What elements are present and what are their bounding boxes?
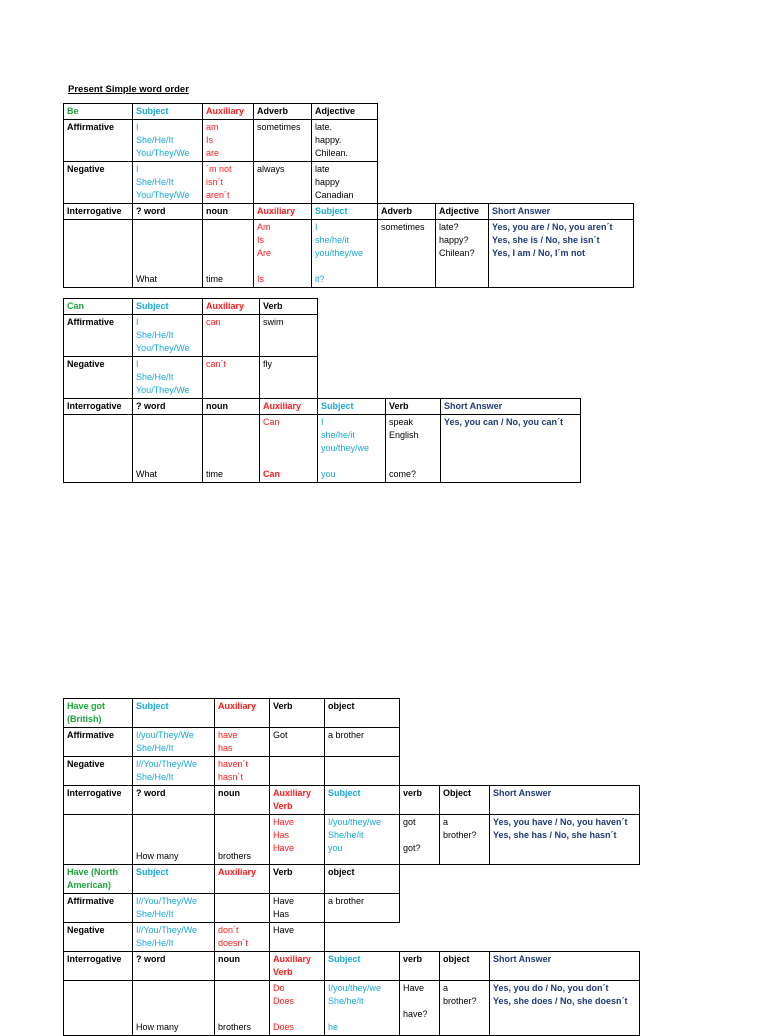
verb-header: Verb xyxy=(270,865,325,894)
be-label: Be xyxy=(64,104,133,120)
subject-cell xyxy=(318,415,386,483)
auxiliary-cell: can xyxy=(203,315,260,357)
cell-line: She/He/It xyxy=(136,743,174,753)
auxiliary-verb-header: Auxiliary Verb xyxy=(270,786,325,815)
cell-line: Yes, I am / No, I´m not xyxy=(492,248,586,258)
cell-line: got xyxy=(403,817,416,827)
short-answer-header: Short Answer xyxy=(489,204,634,220)
cell-line: Have xyxy=(273,896,295,906)
cell-line: brother? xyxy=(443,830,477,840)
have-got-label: Have got (British) xyxy=(64,699,133,728)
auxiliary-header: Auxiliary xyxy=(215,699,270,728)
subject-cell xyxy=(312,220,378,288)
auxiliary-header: Auxiliary xyxy=(203,104,254,120)
cell-line: you xyxy=(321,469,336,479)
row-label: Affirmative xyxy=(64,315,133,357)
cell-line: Is xyxy=(257,235,265,245)
verb-header: Verb xyxy=(270,699,325,728)
adjective-cell xyxy=(312,120,378,162)
have-na-negative-row xyxy=(64,923,640,952)
row-label: Interrogative xyxy=(64,786,133,815)
cell-line: She/He/It xyxy=(136,177,174,187)
qword-cell: What xyxy=(133,415,203,483)
subject-header: Subject xyxy=(133,104,203,120)
cell-line: hasn´t xyxy=(218,772,244,782)
cell-line: She/He/It xyxy=(136,372,174,382)
qword-header: ? word xyxy=(133,786,215,815)
cell-line: isn´t xyxy=(206,177,224,187)
cell-line: Does xyxy=(273,1022,295,1032)
subject-header: Subject xyxy=(318,399,386,415)
cell-line: She/He/It xyxy=(136,772,174,782)
cell-line: Chilean. xyxy=(315,148,349,158)
subject-header: Subject xyxy=(133,699,215,728)
auxiliary-header: Auxiliary xyxy=(260,399,318,415)
short-answer-cell xyxy=(490,815,640,865)
auxiliary-cell xyxy=(270,815,325,865)
cell-line: You/They/We xyxy=(136,148,190,158)
cell-line: I/you/They/We xyxy=(136,730,194,740)
auxiliary-header: Auxiliary xyxy=(254,204,312,220)
noun-cell: brothers xyxy=(215,981,270,1036)
subject-header: Subject xyxy=(325,952,400,981)
short-answer-cell xyxy=(490,981,640,1036)
can-table xyxy=(63,298,581,483)
cell-line: ´m not xyxy=(206,164,232,174)
cell-line: She/he/it xyxy=(328,830,364,840)
qword-cell: How many xyxy=(133,981,215,1036)
subject-cell xyxy=(133,357,203,399)
cell-line: have? xyxy=(403,1009,428,1019)
can-negative-row xyxy=(64,357,581,399)
adjective-cell xyxy=(436,220,489,288)
row-label: Affirmative xyxy=(64,894,133,923)
noun-header: noun xyxy=(215,786,270,815)
have-na-header-row xyxy=(64,865,640,894)
cell-line: it? xyxy=(315,274,325,284)
cell-line: Yes, you have / No, you haven´t xyxy=(493,817,628,827)
auxiliary-cell xyxy=(215,757,270,786)
cell-line: She/He/It xyxy=(136,909,174,919)
subject-cell xyxy=(133,120,203,162)
cell-line: happy. xyxy=(315,135,342,145)
cell-line: You/They/We xyxy=(136,343,190,353)
verb-cell xyxy=(400,981,440,1036)
cell-line: you/they/we xyxy=(315,248,364,258)
row-label: Affirmative xyxy=(64,728,133,757)
row-label: Interrogative xyxy=(64,952,133,981)
cell-line: She/He/It xyxy=(136,135,174,145)
cell-line: She/He/It xyxy=(136,330,174,340)
cell-line: Is xyxy=(257,274,265,284)
have-got-table xyxy=(63,698,640,1036)
auxiliary-cell: can´t xyxy=(203,357,260,399)
auxiliary-cell xyxy=(270,981,325,1036)
subject-cell xyxy=(325,981,400,1036)
cell-line: don´t xyxy=(218,925,239,935)
cell-line: Have xyxy=(273,843,295,853)
subject-cell xyxy=(133,315,203,357)
cell-line: I/you/they/we xyxy=(328,817,382,827)
cell-line: speak xyxy=(389,417,414,427)
cell-line: a xyxy=(443,983,449,993)
cell-line: She/he/it xyxy=(328,996,364,1006)
qword-header: ? word xyxy=(133,399,203,415)
cell-line: Is xyxy=(206,135,214,145)
cell-line: You/They/We xyxy=(136,385,190,395)
object-header: object xyxy=(325,699,400,728)
cell-line: have xyxy=(218,730,238,740)
auxiliary-header: Auxiliary xyxy=(215,865,270,894)
cell-line: Do xyxy=(273,983,285,993)
short-answer-cell xyxy=(489,220,634,288)
cell-line: She/He/It xyxy=(136,938,174,948)
auxiliary-cell xyxy=(215,728,270,757)
subject-header: Subject xyxy=(312,204,378,220)
object-cell: a brother xyxy=(325,894,400,923)
cell-line: has xyxy=(218,743,233,753)
adverb-header: Adverb xyxy=(378,204,436,220)
cell-line: I//You/They/We xyxy=(136,759,198,769)
noun-header: noun xyxy=(215,952,270,981)
noun-cell: time xyxy=(203,220,254,288)
short-answer-cell: Yes, you can / No, you can´t xyxy=(441,415,581,483)
row-label: Interrogative xyxy=(64,204,133,220)
cell-line: Have xyxy=(273,817,295,827)
row-label: Negative xyxy=(64,357,133,399)
qword-cell: What xyxy=(133,220,203,288)
cell-line: I xyxy=(315,222,318,232)
have-got-affirmative-row xyxy=(64,728,640,757)
noun-cell: brothers xyxy=(215,815,270,865)
cell-line: am xyxy=(206,122,219,132)
have-na-label: Have (North American) xyxy=(64,865,133,894)
object-header: object xyxy=(325,865,400,894)
have-got-interrogative-row xyxy=(64,815,640,865)
cell-line: Yes, you do / No, you don´t xyxy=(493,983,609,993)
object-header: Object xyxy=(440,786,490,815)
cell-line: Have xyxy=(403,983,425,993)
row-label: Negative xyxy=(64,162,133,204)
object-cell xyxy=(440,981,490,1036)
be-affirmative-row xyxy=(64,120,634,162)
cell-line: got? xyxy=(403,843,421,853)
verb-header: verb xyxy=(400,786,440,815)
row-label: Negative xyxy=(64,757,133,786)
subject-cell xyxy=(133,923,215,952)
have-na-interrogative-header-row xyxy=(64,952,640,981)
verb-cell: fly xyxy=(260,357,318,399)
cell-line: I//You/They/We xyxy=(136,896,198,906)
cell-line: come? xyxy=(389,469,417,479)
can-interrogative-header-row xyxy=(64,399,581,415)
auxiliary-cell xyxy=(203,120,254,162)
cell-line: are xyxy=(206,148,220,158)
adverb-header: Adverb xyxy=(254,104,312,120)
cell-line: aren´t xyxy=(206,190,230,200)
can-label: Can xyxy=(64,299,133,315)
cell-line: English xyxy=(389,430,419,440)
auxiliary-cell xyxy=(215,923,270,952)
adverb-cell: sometimes xyxy=(254,120,312,162)
cell-line: I xyxy=(136,164,139,174)
page-title: Present Simple word order xyxy=(68,84,189,95)
verb-header: Verb xyxy=(386,399,441,415)
cell-line: happy? xyxy=(439,235,469,245)
subject-header: Subject xyxy=(325,786,400,815)
adverb-cell: always xyxy=(254,162,312,204)
cell-line: haven´t xyxy=(218,759,249,769)
noun-cell: time xyxy=(203,415,260,483)
subject-header: Subject xyxy=(133,299,203,315)
cell-line: I xyxy=(136,359,139,369)
cell-line: I xyxy=(136,122,139,132)
have-got-negative-row xyxy=(64,757,640,786)
row-label: Affirmative xyxy=(64,120,133,162)
auxiliary-cell xyxy=(254,220,312,288)
verb-header: verb xyxy=(400,952,440,981)
short-answer-header: Short Answer xyxy=(441,399,581,415)
auxiliary-verb-header: Auxiliary Verb xyxy=(270,952,325,981)
have-na-affirmative-row xyxy=(64,894,640,923)
auxiliary-header: Auxiliary xyxy=(203,299,260,315)
cell-line: Am xyxy=(257,222,271,232)
qword-cell: How many xyxy=(133,815,215,865)
subject-cell xyxy=(133,894,215,923)
cell-line: Can xyxy=(263,417,280,427)
cell-line: Canadian xyxy=(315,190,354,200)
verb-cell: Got xyxy=(270,728,325,757)
cell-line: You/They/We xyxy=(136,190,190,200)
have-na-interrogative-row xyxy=(64,981,640,1036)
cell-line: Yes, she is / No, she isn´t xyxy=(492,235,600,245)
subject-cell xyxy=(133,728,215,757)
can-affirmative-row xyxy=(64,315,581,357)
subject-cell xyxy=(133,162,203,204)
be-interrogative-row xyxy=(64,220,634,288)
adverb-cell: sometimes xyxy=(378,220,436,288)
cell-line: Chilean? xyxy=(439,248,475,258)
be-negative-row xyxy=(64,162,634,204)
qword-header: ? word xyxy=(133,952,215,981)
cell-line: a xyxy=(443,817,449,827)
can-interrogative-row xyxy=(64,415,581,483)
cell-line: late? xyxy=(439,222,459,232)
be-header-row xyxy=(64,104,634,120)
verb-cell: Have xyxy=(270,923,325,952)
have-got-interrogative-header-row xyxy=(64,786,640,815)
adjective-header: Adjective xyxy=(312,104,378,120)
row-label: Interrogative xyxy=(64,399,133,415)
subject-cell xyxy=(133,757,215,786)
cell-line: brother? xyxy=(443,996,477,1006)
object-cell: a brother xyxy=(325,728,400,757)
cell-line: Are xyxy=(257,248,272,258)
cell-line: Yes, you are / No, you aren´t xyxy=(492,222,613,232)
verb-cell xyxy=(386,415,441,483)
be-interrogative-header-row xyxy=(64,204,634,220)
have-got-header-row xyxy=(64,699,640,728)
noun-header: noun xyxy=(203,204,254,220)
adjective-header: Adjective xyxy=(436,204,489,220)
row-label: Negative xyxy=(64,923,133,952)
cell-line: he xyxy=(328,1022,339,1032)
cell-line: you/they/we xyxy=(321,443,370,453)
auxiliary-cell xyxy=(260,415,318,483)
cell-line: you xyxy=(328,843,343,853)
short-answer-header: Short Answer xyxy=(490,952,640,981)
cell-line: Yes, she has / No, she hasn´t xyxy=(493,830,617,840)
cell-line: she/he/it xyxy=(315,235,350,245)
cell-line: Can xyxy=(263,469,281,479)
verb-cell xyxy=(400,815,440,865)
noun-header: noun xyxy=(203,399,260,415)
cell-line: I//You/They/We xyxy=(136,925,198,935)
cell-line: late xyxy=(315,164,330,174)
cell-line: I xyxy=(136,317,139,327)
cell-line: late. xyxy=(315,122,333,132)
cell-line: Yes, she does / No, she doesn´t xyxy=(493,996,628,1006)
cell-line: Has xyxy=(273,909,290,919)
object-header: object xyxy=(440,952,490,981)
subject-cell xyxy=(325,815,400,865)
cell-line: doesn´t xyxy=(218,938,249,948)
subject-header: Subject xyxy=(133,865,215,894)
short-answer-header: Short Answer xyxy=(490,786,640,815)
can-header-row xyxy=(64,299,581,315)
cell-line: happy xyxy=(315,177,340,187)
verb-header: Verb xyxy=(260,299,318,315)
cell-line: Has xyxy=(273,830,290,840)
cell-line: I xyxy=(321,417,324,427)
verb-cell xyxy=(270,894,325,923)
adjective-cell xyxy=(312,162,378,204)
cell-line: she/he/it xyxy=(321,430,356,440)
cell-line: Does xyxy=(273,996,295,1006)
auxiliary-cell xyxy=(203,162,254,204)
qword-header: ? word xyxy=(133,204,203,220)
object-cell xyxy=(440,815,490,865)
be-table xyxy=(63,103,634,288)
cell-line: I/you/they/we xyxy=(328,983,382,993)
verb-cell: swim xyxy=(260,315,318,357)
